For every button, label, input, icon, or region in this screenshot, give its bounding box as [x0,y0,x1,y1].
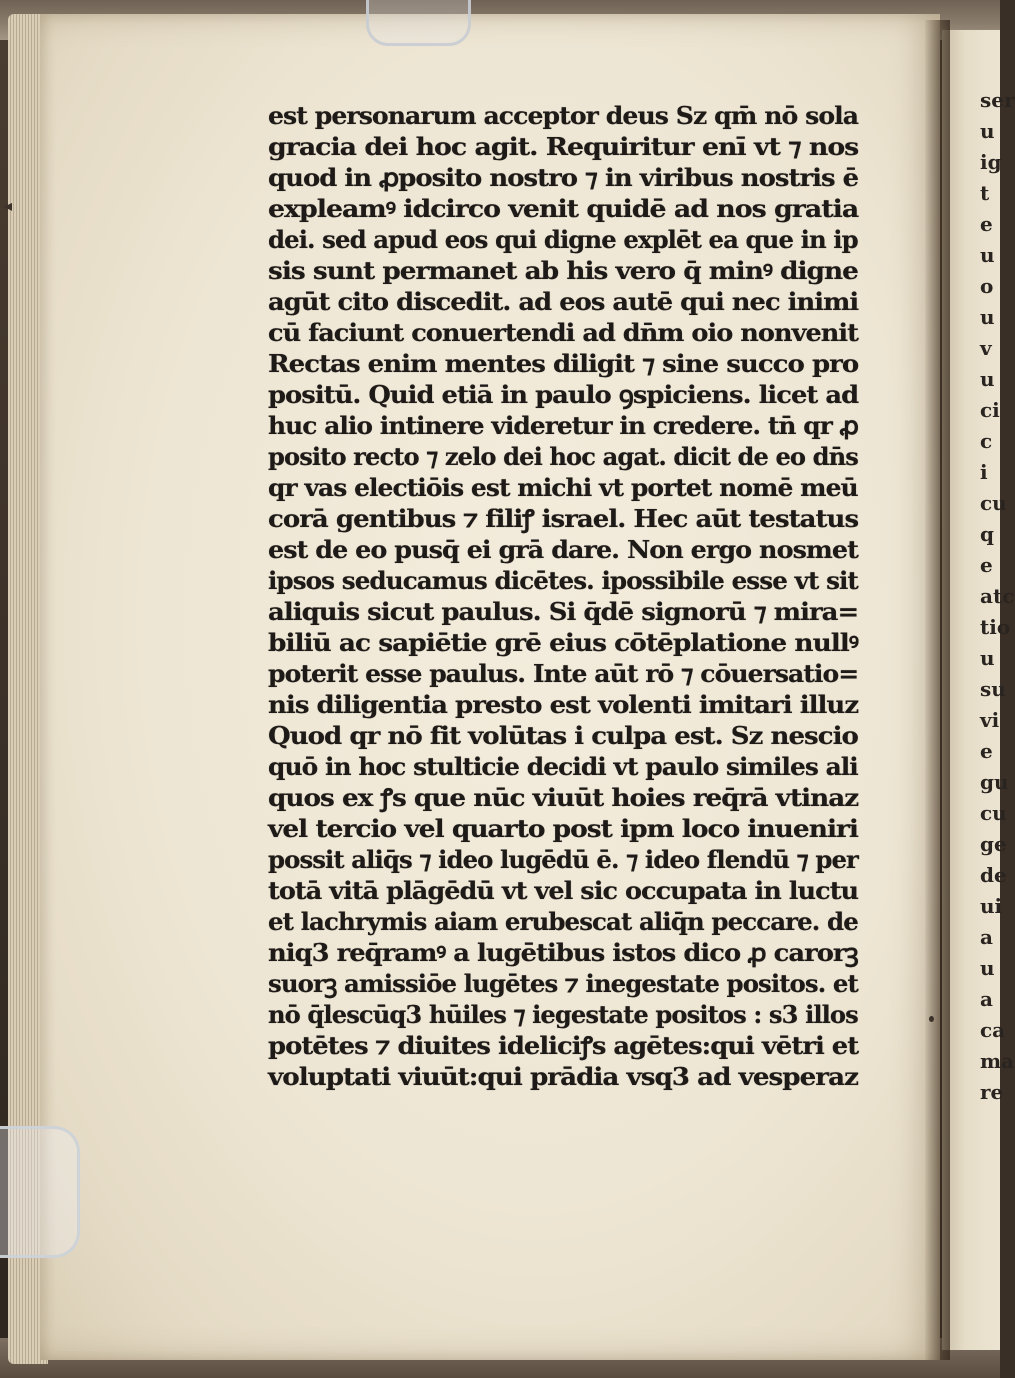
text-line-content: agūt cito discedit. ad eos autē qui nec inimi [268,287,859,316]
text-line [268,658,868,689]
right-page-fragment: c [980,429,993,453]
text-line [268,317,868,348]
right-page-fragment: atc [980,584,1015,608]
text-line-content: quō in hoc stulticie decidi vt paulo similes ali [268,752,858,781]
text-line-content: quod in ꝓposito nostro ⁊ in viribus nostris ē [268,163,859,192]
text-line [268,100,868,131]
right-page-fragment: v [980,336,992,360]
right-page-fragment: u [980,243,995,267]
text-line-content: sis sunt permanet ab his vero q̄ minꝰ digne [268,256,858,285]
text-line-content: corā gentibus ⁊ filiꝭ israel. Hec aūt testatus [268,504,859,533]
text-line [268,906,868,937]
text-line-content: et lachrymis aiam erubescat aliq̄n peccare. de [268,907,858,936]
text-line [268,751,868,782]
text-line-content: nis diligentia presto est volenti imitari illuz [268,690,859,719]
text-line [268,875,868,906]
text-line [268,627,868,658]
text-line [268,1061,868,1092]
paper-clip-left [0,1126,80,1258]
text-line-content: gracia dei hoc agit. Requiritur enī vt ⁊ nos [268,132,859,161]
text-line-content: Quod qr nō fit volūtas i culpa est. Sz nescio [268,721,858,750]
text-line [268,472,868,503]
text-line-content: nō q̄lescūq3 hūiles ⁊ iegestate positos : s3 illos [268,1000,858,1029]
text-line-content: Rectas enim mentes diligit ⁊ sine succo pro [268,349,859,378]
text-line [268,596,868,627]
right-page-fragment: t [980,181,990,205]
right-page-fragment: tio [980,615,1011,639]
text-line-content: totā vitā plāgēdū vt vel sic occupata in luctu [268,876,859,905]
right-page-fragment: u [980,305,995,329]
right-page-fragment: ge [980,832,1007,856]
text-line [268,999,868,1030]
text-line [268,379,868,410]
text-line-content: expleamꝰ idcirco venit quidē ad nos gratia [268,194,859,223]
text-line-content: quos ex ꝭs que nūc viuūt hoies req̄rā vtinaz [268,783,859,812]
right-page-fragment: i [980,460,988,484]
right-page-fragment: u [980,119,995,143]
text-line [268,968,868,999]
text-line [268,348,868,379]
text-line [268,689,868,720]
right-page-fragment: u [980,646,995,670]
text-line-content: cū faciunt conuertendi ad dn̄m oio nonvenit [268,318,859,347]
text-line [268,813,868,844]
text-line [268,441,868,472]
right-page-fragment: ci [980,398,1000,422]
page-gutter-shadow [925,20,950,1360]
text-line [268,503,868,534]
text-line [268,937,868,968]
text-line-content: qr vas electiōis est michi vt portet nomē meū [268,473,858,502]
right-page-fragment: ig [980,150,1002,174]
right-page-fragment: e [980,553,993,577]
right-page-fragment: cu [980,801,1007,825]
text-line [268,565,868,596]
text-line [268,844,868,875]
text-line-content: posito recto ⁊ zelo dei hoc agat. dicit de eo dn̄s [268,442,858,471]
text-line-content: possit aliq̄s ⁊ ideo lugēdū ē. ⁊ ideo flendū ⁊ per [268,845,858,874]
text-line [268,193,868,224]
text-line-content: suorꝫ amissiōe lugētes ⁊ inegestate positos. et [268,969,858,998]
text-line-content: potētes ⁊ diuites ideliciꝭs agētes:qui vētri et [268,1031,859,1060]
text-line-content: ipsos seducamus dicētes. ipossibile esse vt sit [268,566,858,595]
text-line-content: huc alio intinere videretur in credere. tn̄ qr ꝓ [268,411,858,440]
text-line-content: voluptati viuūt:qui prādia vsq3 ad vesperaz [268,1062,858,1091]
right-page-fragment: su [980,677,1006,701]
ink-speck [929,1016,934,1022]
text-line [268,255,868,286]
text-line-content: dei. sed apud eos qui digne explēt ea que in ip [268,225,858,254]
text-line [268,1030,868,1061]
text-line-content: poterit esse paulus. Inte aūt rō ⁊ cōuersatio= [268,659,859,688]
text-line-content: niq3 req̄ramꝰ a lugētibus istos dico ꝓ carorꝫ [268,938,858,967]
text-line [268,534,868,565]
right-page-fragment: cu [980,491,1007,515]
right-page-fragment: u [980,956,995,980]
right-page-fragment: vi [980,708,1000,732]
text-line [268,224,868,255]
text-line-content: vel tercio vel quarto post ipm loco inueniri [268,814,858,843]
right-page-fragment: q [980,522,994,546]
text-line [268,286,868,317]
right-page-fragment: re [980,1080,1004,1104]
text-line-content: est de eo pusq̄ ei grā dare. Non ergo nosmet [268,535,858,564]
text-line [268,162,868,193]
right-page-fragment: gu [980,770,1009,794]
right-page-fragment: o [980,274,994,298]
right-page-fragment: ser [980,88,1015,112]
text-line [268,410,868,441]
text-line-content: aliquis sicut paulus. Si q̄dē signorū ⁊ mira= [268,597,859,626]
right-page-fragment: de [980,863,1007,887]
right-page-fragment: a [980,925,993,949]
right-page-fragment: e [980,212,993,236]
text-line-content: positū. Quid etiā in paulo ꝯspiciens. licet ad [268,380,859,409]
blackletter-text-block [268,100,868,1092]
margin-mark: ◂ [4,196,13,215]
text-line-content: biliū ac sapiētie grē eius cōtēplatione nullꝰ [268,628,858,657]
right-page-fragment: ma [980,1049,1015,1073]
right-page-fragment: ca [980,1018,1006,1042]
text-line [268,782,868,813]
text-line [268,720,868,751]
right-page-fragment: u [980,367,995,391]
right-page-fragment: e [980,739,993,763]
paper-clip-top [366,0,471,46]
right-page-fragment: a [980,987,993,1011]
text-line-content: est personarum acceptor deus Sz qm̄ nō sola [268,101,859,130]
right-page-fragment: ui [980,894,1003,918]
text-line [268,131,868,162]
